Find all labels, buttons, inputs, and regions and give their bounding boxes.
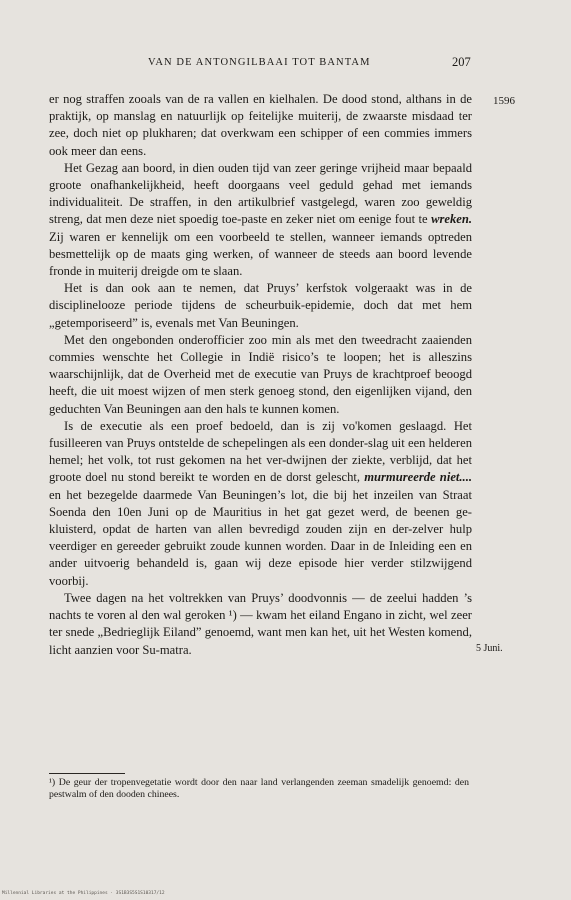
paragraph [49,332,472,418]
paragraph [49,418,472,590]
paragraph-text: Met den ongebonden onderofficier zoo min als met den tweedracht zaaienden commies wenschte het Collegie in Indië risico’s te loopen; het is alleszins waarschijnlijk, dat de Overheid met de executie van Pruys de krachtproef beoogd heeft, die uit moest wijzen of men sterk genoeg stond, den eigenlijken vijand, den geduchten Van Beuningen aan den hals te kunnen komen. [49,332,472,416]
footnote: ¹) De geur der tropenvegetatie wordt door den naar land verlangenden zeeman smadelijk genoemd: den pestwalm of den dooden chinees. [49,777,469,800]
emphasized-text: murmureerde niet.... [364,470,472,485]
paragraph-text: er nog straffen zooals van de ra vallen en kielhalen. De dood stond, althans in de praktijk, op manslag en natuurlijk op feitelijke muiterij, de zwaarste misdaad ter zee, doch niet op plukharen; dat overkwam een schipper of een commies immers ook meer dan eens. [49,92,472,158]
margin-note-year: 1596 [493,95,515,107]
paragraph [49,160,472,280]
scan-footer: Millennial Libraries at the Philippines · 3S1B3S5S1S10317/12 [2,891,165,896]
margin-note-date: 5 Juni. [476,643,503,654]
page-number: 207 [452,55,471,69]
paragraph-text: Het Gezag aan boord, in dien ouden tijd van zeer geringe vrijheid maar bepaald groote onafhankelijkheid, heeft doorgaans veel geduld gehad met iemands individualiteit. De straffen, in den artikulbrief vastgelegd, waren zoo geweldig streng, dat men deze niet spoedig toe-paste en zeker niet om eenige fout te [49,160,472,227]
paragraph [49,280,472,332]
paragraph [49,91,472,160]
paragraph-text: Is de executie als een proef bedoeld, dan is zij vo'komen geslaagd. Het fusilleeren van Pruys ontstelde de schepelingen als een donder-slag uit een helderen hemel; het volk, tot rust gekomen na het ver-dwijnen der ziekte, verblijd, dat het groote doel nu stond bereikt te worden en de dorst gelescht, [49,418,472,485]
running-title: VAN DE ANTONGILBAAI TOT BANTAM [148,57,371,68]
emphasized-text: wreken. [431,212,472,227]
paragraph-text: en het bezegelde daarmede Van Beuningen’s lot, die bij het inzeilen van Straat Soenda den 10en Juni op de Mauritius in het gat gezet werd, de beenen ge-kluisterd, opdat de harten van allen bevredigd zouden zijn en der-zelver hulp veerdiger en gereeder gebruikt zoude kunnen worden. Daar in de Inleiding een en ander uitvoerig behandeld is, gaan wij deze episode hier verder stilzwijgend voorbij. [49,487,472,588]
footnote-divider [49,773,125,774]
paragraph-text: Twee dagen na het voltrekken van Pruys’ doodvonnis — de zeelui hadden ’s nachts te voren al den wal geroken ¹) — kwam het eiland Engano in zicht, wel zeer ter snede „Bedrieglijk Eiland” genoemd, want men kan het, uit het Westen komend, licht aanzien voor Su-matra. [49,590,472,657]
body-text [49,91,472,659]
paragraph-text: Het is dan ook aan te nemen, dat Pruys’ kerfstok volgeraakt was in de disciplinelooze periode tijdens de scheurbuik-epidemie, doch dat met hem „getemporiseerd” is, evenals met Van Beuningen. [49,281,472,330]
paragraph [49,590,472,659]
paragraph-text: Zij waren er kennelijk om een voorbeeld te stellen, wanneer iemands optreden besmettelijk op de maats ging werken, of wanneer de steeds aan boord levende fronde in muiterij dreigde om te slaan. [49,229,472,279]
